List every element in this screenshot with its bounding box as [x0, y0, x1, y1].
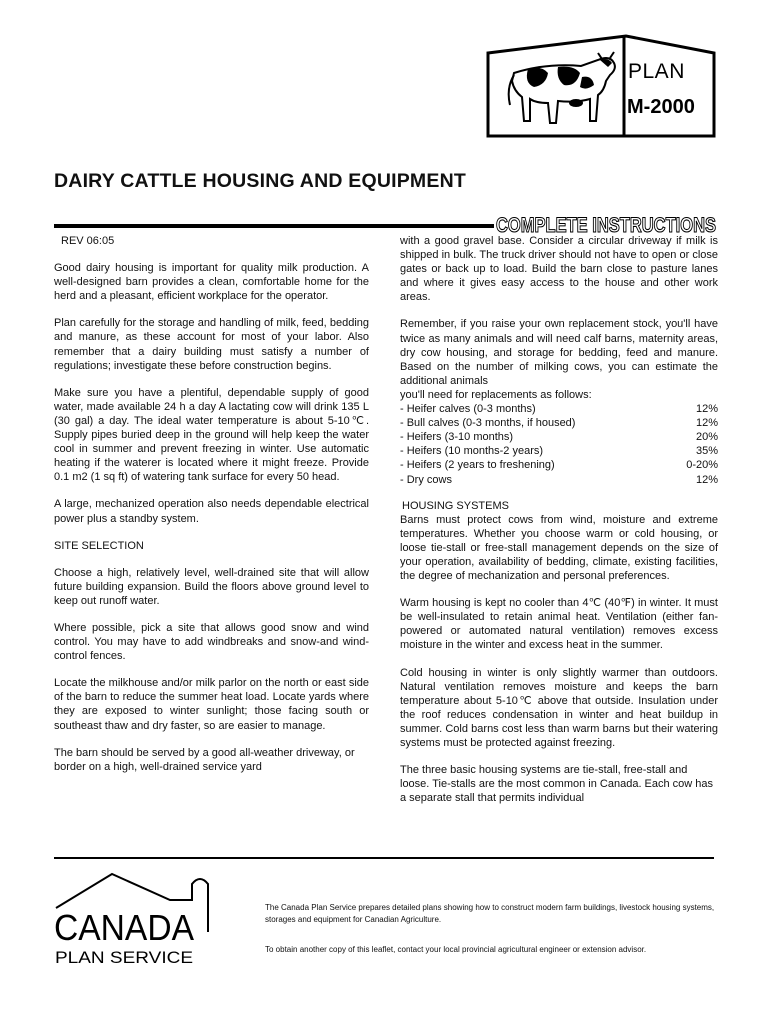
list-item-value: 12%	[695, 473, 718, 486]
paragraph: Good dairy housing is important for quality milk production. A well-designed barn provides a clean, comfortable home for the herd and a pleasant, efficient workplace for the operator.	[54, 262, 369, 303]
list-item	[400, 473, 718, 487]
list-item	[400, 458, 718, 472]
section-heading-site-selection: SITE SELECTION	[54, 539, 144, 552]
complete-instructions-banner	[494, 212, 718, 236]
footer-rule	[54, 857, 714, 859]
list-item-label: - Heifers (10 months-2 years)	[400, 445, 544, 458]
paragraph: Barns must protect cows from wind, moisture and extreme temperatures. Whether you choose warm or cold housing, or loose tie-stall or free-stall management depends on the size of your operation, availability of bedding, climate, existing facilities, the degree of mechanization and personal preferences.	[400, 513, 718, 583]
revision-label: REV 06:05	[61, 235, 115, 247]
list-item-value: 35%	[695, 445, 718, 458]
list-item	[400, 430, 718, 444]
paragraph: Where possible, pick a site that allows good snow and wind control. You may have to add windbreaks and snow-and wind-control fences.	[54, 621, 369, 663]
title-rule	[54, 224, 494, 228]
list-item-value: 0-20%	[686, 459, 718, 472]
paragraph: The barn should be served by a good all-weather driveway, or border on a high, well-drained service yard	[54, 746, 355, 773]
list-intro: you'll need for replacements as follows:	[400, 388, 592, 401]
list-item	[400, 402, 718, 416]
paragraph: Choose a high, relatively level, well-drained site that will allow future building expansion. Build the floors above ground level to keep out runoff water.	[54, 566, 369, 607]
canada-plan-service-logo	[52, 870, 212, 965]
paragraph: A large, mechanized operation also needs dependable electrical power plus a standby system.	[54, 498, 369, 525]
list-item	[400, 416, 718, 430]
list-item-label: - Dry cows	[400, 473, 452, 486]
list-item-label: - Heifers (2 years to freshening)	[400, 459, 555, 472]
list-item-label: - Heifers (3-10 months)	[400, 431, 514, 444]
paragraph: The three basic housing systems are tie-stall, free-stall and loose. Tie-stalls are the most common in Canada. Each cow has a separate stall that permits individual	[400, 764, 714, 805]
logo-canada: CANADA	[54, 907, 194, 948]
list-item-value: 12%	[695, 417, 718, 430]
list-item-label: - Bull calves (0-3 months, if housed)	[400, 417, 576, 430]
section-heading-housing-systems: HOUSING SYSTEMS	[402, 499, 509, 512]
plan-code: M-2000	[627, 96, 695, 118]
footer-contact-note: To obtain another copy of this leaflet, contact your local provincial agricultural engineer or extension advisor.	[265, 945, 647, 954]
paragraph: Cold housing in winter is only slightly warmer than outdoors. Natural ventilation removes moisture and keeps the barn temperature about 5-10℃ above that outside. Insulation under the roof reduces condensation in winter and heat buildup in summer. Cold barns cost less than warm barns but their watering systems must be protected against freezing.	[400, 666, 718, 749]
paragraph: Plan carefully for the storage and handling of milk, feed, bedding and manure, as these account for most of your labor. Also remember that a dairy building must satisfy a number of regulations; investigate these before construction begins.	[54, 317, 369, 372]
paragraph: with a good gravel base. Consider a circular driveway if milk is shipped in bulk. The truck driver should not have to open or close gates or back up to load. Build the barn close to pasture lanes and where it gives easy access to the house and other work areas.	[400, 235, 718, 304]
banner-text: COMPLETE INSTRUCTIONS	[496, 214, 716, 237]
logo-plan-service: PLAN SERVICE	[55, 948, 193, 967]
list-item-value: 12%	[695, 403, 718, 416]
plan-badge	[486, 33, 716, 138]
paragraph: Locate the milkhouse and/or milk parlor on the north or east side of the barn to reduce the summer heat load. Locate yards where they are exposed to winter sunlight; those facing south or southeast thaw and dry faster, so are easier to manage.	[54, 677, 369, 732]
list-item-value: 20%	[695, 431, 718, 444]
left-column	[54, 234, 369, 787]
replacement-list	[400, 402, 718, 487]
list-item	[400, 444, 718, 458]
paragraph: Remember, if you raise your own replacement stock, you'll have twice as many animals and will need calf barns, maternity areas, dry cow housing, and storage for bedding, feed and manure. Based on the number of milking cows, you can estimate the additional animals	[400, 318, 718, 387]
document-title: DAIRY CATTLE HOUSING AND EQUIPMENT	[54, 170, 466, 192]
plan-label: PLAN	[628, 60, 685, 83]
right-column	[400, 234, 718, 818]
footer-description: The Canada Plan Service prepares detailed plans showing how to construct modern farm buildings, livestock housing systems, storages and equipment for Canadian Agriculture.	[265, 903, 715, 924]
paragraph: Warm housing is kept no cooler than 4℃ (40℉) in winter. It must be well-insulated to retain animal heat. Ventilation (either fan-powered or automated natural ventilation) removes excess moisture in the winter and excess heat in the summer.	[400, 597, 718, 652]
list-item-label: - Heifer calves (0-3 months)	[400, 403, 536, 416]
paragraph: Make sure you have a plentiful, dependable supply of good water, made available 24 h a day A lactating cow will drink 135 L (30 gal) a day. The ideal water temperature is about 5-10℃. Supply pipes buried deep in the ground will help keep the water cool in summer and prevent freezing in winter. Use automatic heating if the waterer is located where it might freeze. Provide 0.1 m2 (1 sq ft) of watering tank surface for every 50 head.	[54, 386, 369, 484]
